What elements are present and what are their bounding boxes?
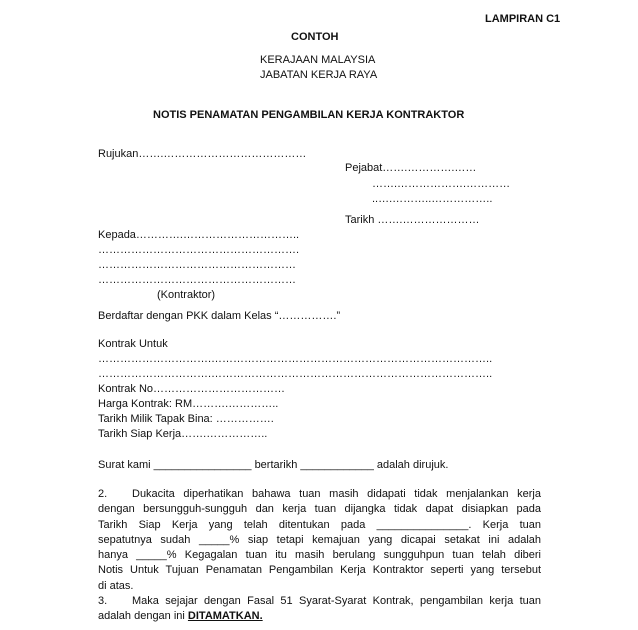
office-address-line: …….……………….………… bbox=[372, 178, 511, 190]
letter-reference-line: Surat kami ________________ bertarikh ____________ adalah dirujuk. bbox=[98, 459, 449, 471]
reference-field: Rujukan…….………………………………… bbox=[98, 148, 307, 160]
contract-description-line: ………………………….………………………………………………………………….. bbox=[98, 353, 493, 365]
contractor-label: (Kontraktor) bbox=[157, 289, 216, 301]
paragraph-number: 3. bbox=[98, 595, 108, 607]
recipient-address-line: ……………………………………………… bbox=[98, 274, 296, 286]
paragraph-2-line: di atas. bbox=[98, 579, 134, 592]
recipient-address-line: ………………………………………………. bbox=[98, 244, 300, 256]
site-possession-date-field: Tarikh Milik Tapak Bina: ……………. bbox=[98, 413, 274, 425]
date-field: Tarikh …….………………… bbox=[345, 214, 480, 226]
contract-number-field: Kontrak No……………………………… bbox=[98, 383, 286, 395]
paragraph-2-line: sepatutnya sudah _____% siap tetapi kemajuan yang dicapai setakat ini adalah bbox=[98, 533, 541, 546]
contract-description-line: ………………………….………………………………………………………………….. bbox=[98, 368, 493, 380]
paragraph-2-line-1: 2. Dukacita diperhatikan bahawa tuan masih didapati tidak menjalankan kerja bbox=[98, 487, 541, 502]
contract-for-label: Kontrak Untuk bbox=[98, 338, 168, 350]
completion-date-field: Tarikh Siap Kerja…….…………….. bbox=[98, 428, 268, 440]
paragraph-2-line: Tarikh Siap Kerja yang telah ditentukan pada _______________. Kerja tuan bbox=[98, 518, 541, 531]
paragraph-3 bbox=[98, 594, 541, 625]
pkk-registration-field: Berdaftar dengan PKK dalam Kelas “…………….” bbox=[98, 310, 341, 322]
office-field: Pejabat…….………….…… bbox=[345, 162, 477, 174]
paragraph-3-line-2: adalah dengan ini DITAMATKAN. bbox=[98, 610, 263, 623]
paragraph-2-line: dengan bersungguh-sungguh dan kerja tuan dijangka tidak dapat disiapkan pada bbox=[98, 503, 541, 516]
recipient-address-line: ……………………………………………… bbox=[98, 259, 296, 271]
office-address-line: ..….………..…………….. bbox=[372, 193, 493, 205]
paragraph-2-line: Notis Untuk Tujuan Penamatan Pengambilan Kerja Kontraktor seperti yang tersebut bbox=[98, 564, 541, 577]
paragraph-3-line-1: 3. Maka sejajar dengan Fasal 51 Syarat-Syarat Kontrak, pengambilan kerja tuan bbox=[98, 594, 541, 609]
recipient-field: Kepada………….………………………….. bbox=[98, 229, 300, 241]
paragraph-number: 2. bbox=[98, 488, 108, 500]
appendix-label: LAMPIRAN C1 bbox=[485, 13, 561, 25]
termination-emphasis: DITAMATKAN. bbox=[187, 610, 263, 623]
contract-price-field: Harga Kontrak: RM……….………….. bbox=[98, 398, 279, 410]
paragraph-2-line: hanya _____% Kegagalan tuan itu masih berulang sungguhpun tuan telah diberi bbox=[98, 549, 541, 562]
paragraph-2 bbox=[98, 487, 541, 594]
sample-label: CONTOH bbox=[291, 31, 339, 43]
document-title: NOTIS PENAMATAN PENGAMBILAN KERJA KONTRAKTOR bbox=[153, 109, 465, 121]
government-name: KERAJAAN MALAYSIA bbox=[260, 54, 376, 66]
department-name: JABATAN KERJA RAYA bbox=[260, 69, 378, 81]
